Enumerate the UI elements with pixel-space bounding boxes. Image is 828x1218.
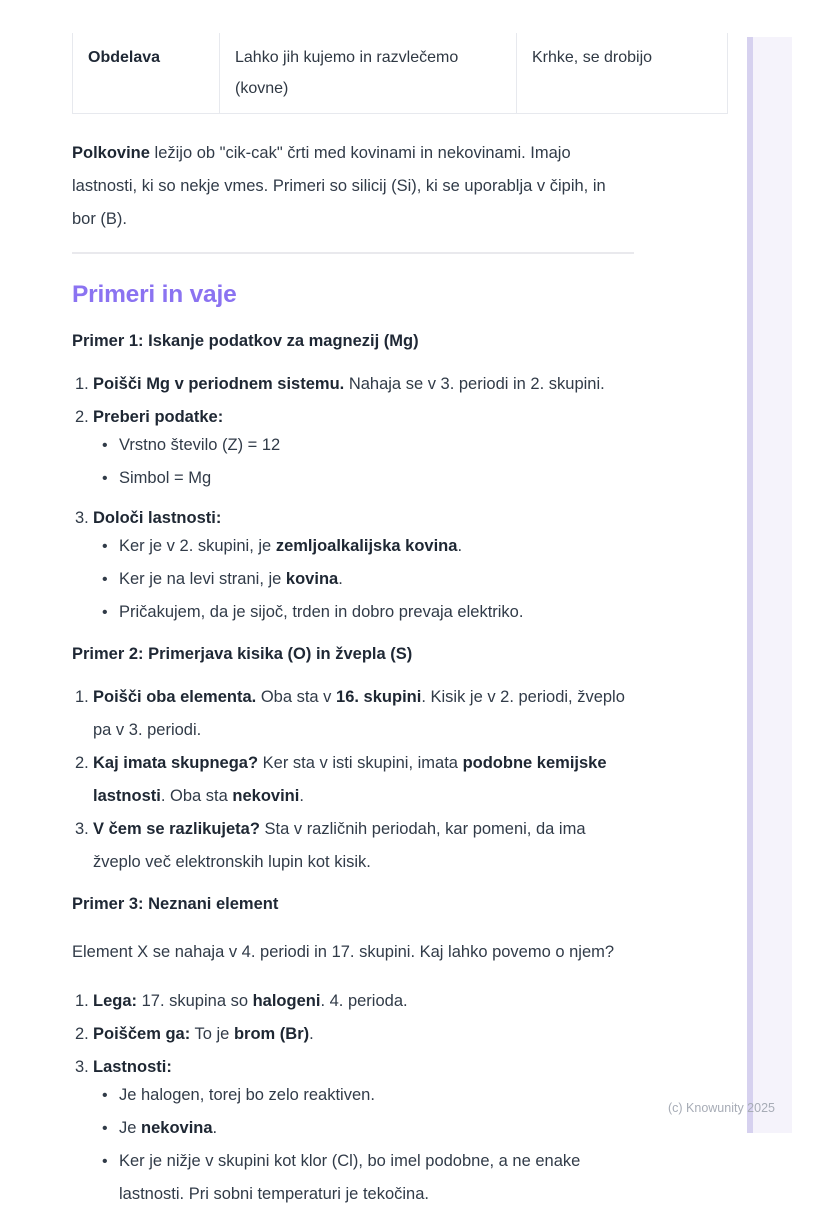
example-title: Primer 3: Neznani element (72, 895, 279, 913)
text-run: Ker je nižje v skupini kot klor (Cl), bo imel podobne, a ne enake lastnosti. Pri sobni temperaturi je tekočina. (119, 1152, 581, 1203)
bullet-item (72, 1112, 634, 1145)
text-run: Simbol = Mg (119, 469, 212, 487)
text-run: . (338, 570, 343, 588)
text-run: Sta v različnih periodah, kar pomeni, da ima žveplo več elektronskih lupin kot kisik. (93, 820, 586, 871)
numbered-item (72, 747, 634, 813)
text-run: Poišči oba elementa. (93, 688, 257, 706)
text-run: halogeni (252, 992, 321, 1010)
text-run: Nahaja se v 3. periodi in 2. skupini. (344, 375, 605, 393)
numbered-item (72, 813, 634, 879)
text-run: . (457, 537, 463, 555)
text-run: Preberi podatke: (93, 408, 224, 426)
text-run: Ker sta v isti skupini, imata (258, 754, 463, 772)
bullet-text (119, 462, 634, 495)
property-label: Obdelava (88, 49, 161, 66)
bullet-item (72, 563, 634, 596)
item-text (93, 1018, 634, 1051)
text-run: Oba sta v (256, 688, 337, 706)
item-text (93, 813, 634, 879)
bullet-list (72, 530, 634, 629)
text-run: nekovini (232, 787, 300, 805)
text-run: zemljoalkalijska kovina (275, 537, 458, 555)
numbered-list (72, 985, 634, 1211)
text-run: podobne kemijske lastnosti (93, 754, 607, 805)
item-number: 2. (75, 1025, 89, 1043)
bullet-icon: • (102, 470, 108, 487)
text-run: Vrstno število (Z) = 12 (119, 436, 281, 454)
item-number: 3. (75, 820, 89, 838)
example-title: Primer 1: Iskanje podatkov za magnezij (Mg) (72, 332, 419, 350)
numbered-item (72, 985, 634, 1018)
text-run: Določi lastnosti: (93, 509, 222, 527)
bullet-list (72, 429, 634, 495)
text-run: . (299, 787, 304, 805)
numbered-list (72, 681, 634, 879)
bullet-icon: • (102, 538, 108, 555)
bullet-item (72, 462, 634, 495)
copyright-footer: (c) Knowunity 2025 (667, 1101, 775, 1115)
text-run: Lastnosti: (93, 1058, 172, 1076)
text-run: . (309, 1025, 314, 1043)
bullet-text (119, 429, 634, 462)
bullet-text (119, 1079, 634, 1112)
text-run: Poiščem ga: (93, 1025, 191, 1043)
text-run: Poišči Mg v periodnem sistemu. (93, 375, 345, 393)
text-run: brom (Br) (233, 1025, 310, 1043)
text-run: . (212, 1119, 218, 1137)
numbered-item (72, 681, 634, 747)
item-number: 1. (75, 375, 89, 393)
examples-container (72, 330, 634, 1211)
example-section (72, 893, 634, 1211)
polkovine-paragraph (72, 137, 634, 236)
example-title: Primer 2: Primerjava kisika (O) in žvepla (S) (72, 645, 413, 663)
item-number: 3. (75, 1058, 89, 1076)
bullet-text (119, 530, 634, 563)
text-run: Je halogen, torej bo zelo reaktiven. (119, 1086, 375, 1104)
text-run: Kaj imata skupnega? (93, 754, 259, 772)
bullet-text (119, 1112, 634, 1145)
table-cell-nonmetals: Krhke, se drobijo (517, 33, 728, 114)
bullet-text (119, 563, 634, 596)
item-number: 1. (75, 992, 89, 1010)
section-divider (72, 252, 634, 254)
table-cell-metals: Lahko jih kujemo in razvlečemo (kovne) (220, 33, 517, 114)
properties-table (72, 33, 728, 114)
table-row (73, 33, 728, 114)
bullet-icon: • (102, 1153, 108, 1170)
text-run: Pričakujem, da je sijoč, trden in dobro prevaja elektriko. (119, 603, 524, 621)
text-run: . Kisik je v 2. periodi, žveplo pa v 3. periodi. (93, 688, 625, 739)
item-text (93, 681, 634, 747)
bullet-list (72, 1079, 634, 1211)
text-run: ležijo ob "cik-cak" črti med kovinami in nekovinami. Imajo lastnosti, ki so nekje vmes. Primeri so silicij (Si), ki se uporablja v čipih, in bor (B). (72, 144, 606, 228)
bullet-icon: • (102, 437, 108, 454)
text-run: nekovina (141, 1119, 213, 1137)
example-section (72, 330, 634, 629)
document-content (72, 0, 653, 1218)
bullet-item (72, 530, 634, 563)
bullet-icon: • (102, 604, 108, 621)
item-number: 3. (75, 509, 89, 527)
example-section (72, 643, 634, 879)
table-cell-property (73, 33, 220, 114)
bullet-text (119, 596, 634, 629)
bullet-item (72, 596, 634, 629)
section-title: Primeri in vaje (72, 281, 237, 308)
bullet-item (72, 429, 634, 462)
item-text (93, 985, 634, 1018)
numbered-list (72, 368, 634, 629)
text-run: Lega: (93, 992, 138, 1010)
text-run: V čem se razlikujeta? (93, 820, 260, 838)
bullet-icon: • (102, 571, 108, 588)
bullet-text (119, 1145, 634, 1211)
text-run: Je (119, 1119, 142, 1137)
item-text (93, 747, 634, 813)
text-run: Polkovine (72, 144, 150, 162)
text-run: To je (190, 1025, 234, 1043)
bullet-item (72, 1079, 634, 1112)
item-number: 2. (75, 754, 89, 772)
numbered-item (72, 368, 634, 401)
item-text (93, 368, 634, 401)
bullet-icon: • (102, 1120, 108, 1137)
text-run: . 4. perioda. (320, 992, 408, 1010)
text-run: 17. skupina so (137, 992, 253, 1010)
text-run: Ker je v 2. skupini, je (119, 537, 276, 555)
text-run: 16. skupini (336, 688, 422, 706)
numbered-item (72, 1018, 634, 1051)
text-run: kovina (285, 570, 339, 588)
example-intro: Element X se nahaja v 4. periodi in 17. skupini. Kaj lahko povemo o njem? (72, 943, 615, 961)
text-run: Ker je na levi strani, je (119, 570, 286, 588)
item-number: 2. (75, 408, 89, 426)
item-number: 1. (75, 688, 89, 706)
bullet-item (72, 1145, 634, 1211)
scrollbar-track[interactable] (747, 37, 792, 1133)
bullet-icon: • (102, 1087, 108, 1104)
text-run: . Oba sta (160, 787, 233, 805)
